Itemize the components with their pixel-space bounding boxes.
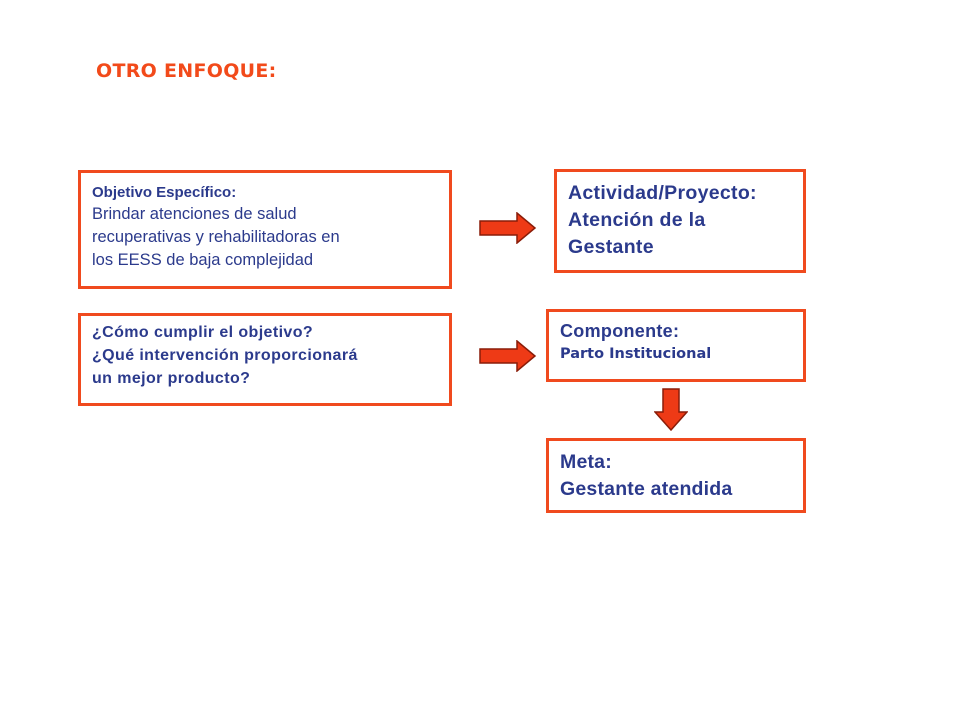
right-arrow-icon xyxy=(479,340,537,372)
activity-box xyxy=(554,169,806,273)
objective-line-2: recuperativas y rehabilitadoras en xyxy=(92,228,340,246)
objective-box xyxy=(78,170,452,289)
page-title: OTRO ENFOQUE: xyxy=(96,60,277,82)
right-arrow-icon xyxy=(479,212,537,244)
question-line-3: un mejor producto? xyxy=(92,370,251,387)
question-line-1: ¿Cómo cumplir el objetivo? xyxy=(92,324,314,341)
goal-line-1: Meta: xyxy=(560,451,612,473)
goal-box xyxy=(546,438,806,513)
down-arrow-icon xyxy=(654,388,688,432)
goal-line-2: Gestante atendida xyxy=(560,478,733,500)
objective-line-3: los EESS de baja complejidad xyxy=(92,251,314,269)
question-box xyxy=(78,313,452,406)
activity-line-2: Atención de la xyxy=(568,209,706,231)
objective-line-1: Brindar atenciones de salud xyxy=(92,205,297,223)
objective-heading: Objetivo Específico: xyxy=(92,184,237,201)
question-line-2: ¿Qué intervención proporcionará xyxy=(92,347,358,364)
activity-line-3: Gestante xyxy=(568,236,654,258)
component-subheading: Parto Institucional xyxy=(560,346,712,362)
component-box xyxy=(546,309,806,382)
activity-line-1: Actividad/Proyecto: xyxy=(568,182,757,204)
component-heading: Componente: xyxy=(560,321,680,341)
